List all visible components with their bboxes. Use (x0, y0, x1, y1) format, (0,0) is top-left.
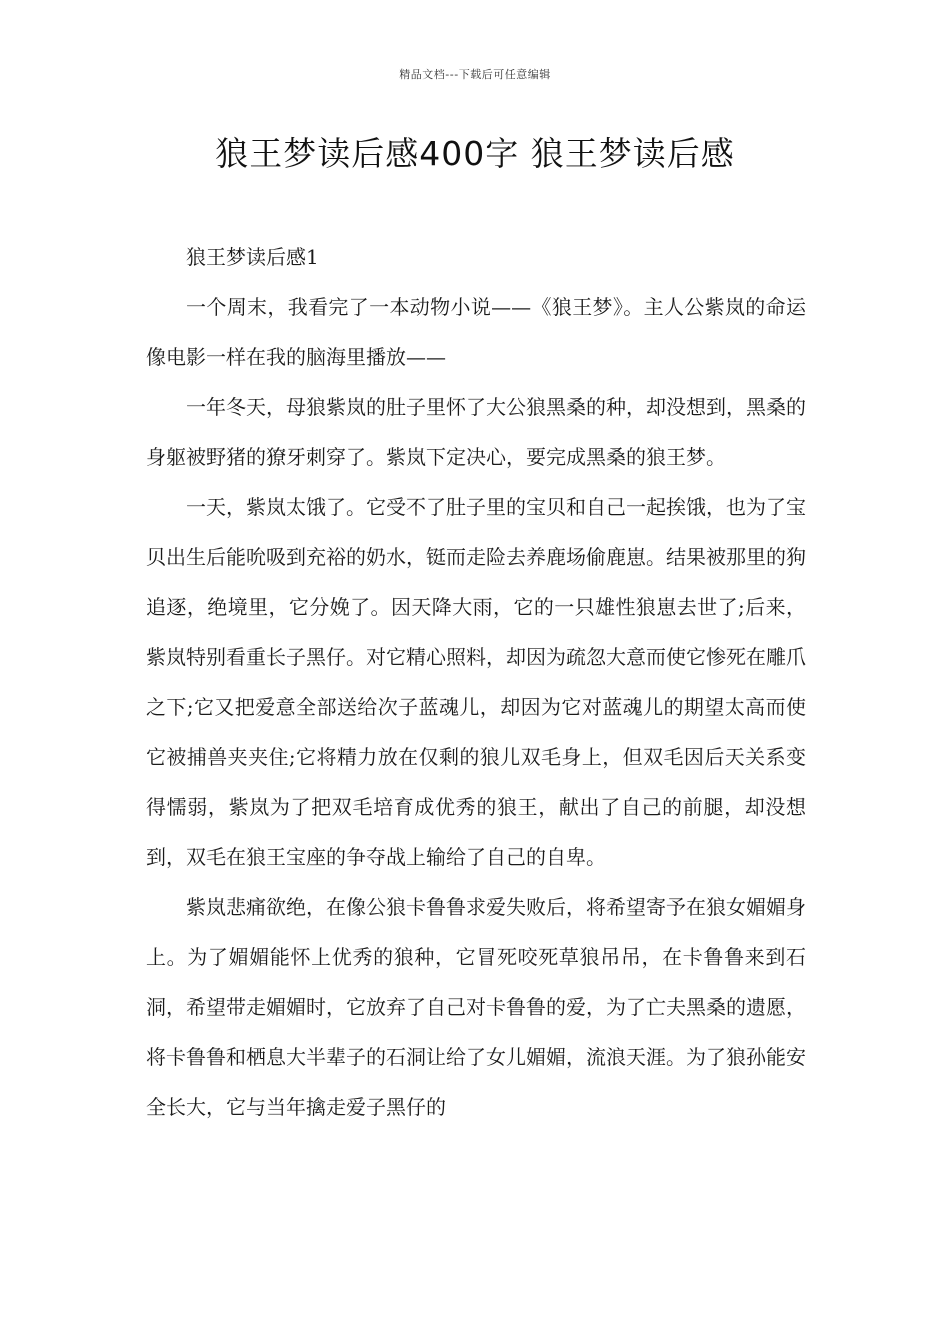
paragraph: 一个周末，我看完了一本动物小说——《狼王梦》。主人公紫岚的命运像电影一样在我的脑海里播放—— (146, 295, 806, 369)
document-title: 狼王梦读后感400字 狼王梦读后感 (215, 134, 735, 173)
paragraph: 一年冬天，母狼紫岚的肚子里怀了大公狼黑桑的种，却没想到，黑桑的身躯被野猪的獠牙刺穿了。紫岚下定决心，要完成黑桑的狼王梦。 (146, 395, 806, 469)
header-note: 精品文档---下载后可任意编辑 (399, 68, 551, 81)
paragraph: 一天，紫岚太饿了。它受不了肚子里的宝贝和自己一起挨饿，也为了宝贝出生后能吮吸到充裕的奶水，铤而走险去养鹿场偷鹿崽。结果被那里的狗追逐，绝境里，它分娩了。因天降大雨，它的一只雄性狼崽去世了;后来，紫岚特别看重长子黑仔。对它精心照料，却因为疏忽大意而使它惨死在雕爪之下;它又把爱意全部送给次子蓝魂儿，却因为它对蓝魂儿的期望太高而使它被捕兽夹夹住;它将精力放在仅剩的狼儿双毛身上，但双毛因后天关系变得懦弱，紫岚为了把双毛培育成优秀的狼王，献出了自己的前腿，却没想到，双毛在狼王宝座的争夺战上输给了自己的自卑。 (146, 495, 806, 869)
paragraph: 紫岚悲痛欲绝，在像公狼卡鲁鲁求爱失败后，将希望寄予在狼女媚媚身上。为了媚媚能怀上优秀的狼种，它冒死咬死草狼吊吊，在卡鲁鲁来到石洞，希望带走媚媚时，它放弃了自己对卡鲁鲁的爱，为了亡夫黑桑的遗愿，将卡鲁鲁和栖息大半辈子的石洞让给了女儿媚媚，流浪天涯。为了狼孙能安全长大，它与当年擒走爱子黑仔的 (146, 895, 806, 1119)
document-body (146, 232, 806, 1132)
section-heading: 狼王梦读后感1 (186, 245, 319, 269)
